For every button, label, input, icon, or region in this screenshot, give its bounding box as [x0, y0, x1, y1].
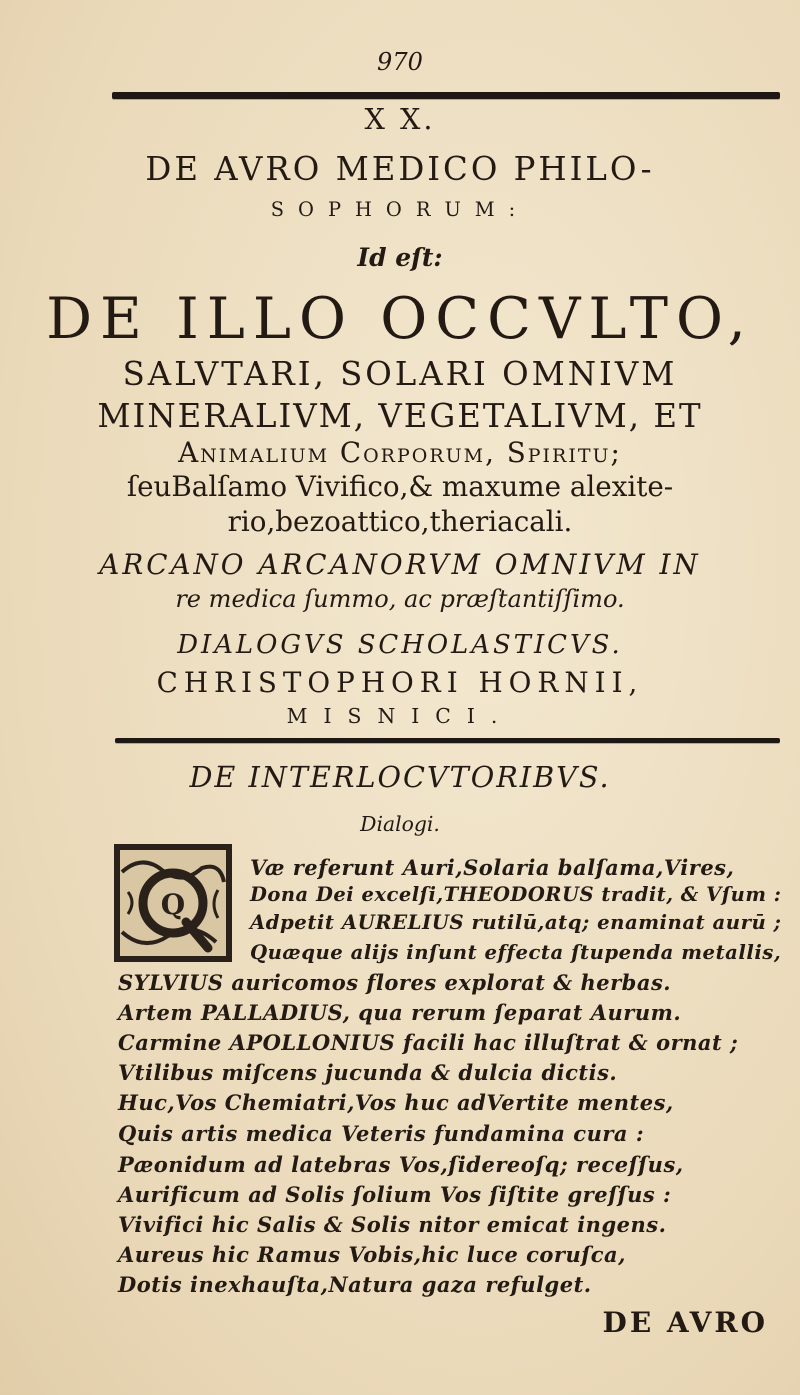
verse-line: Dotis inexhauſta,Natura gaza refulget.	[118, 1272, 592, 1297]
verse-line: Dona Dei excelſi,THEODORUS tradit, & Vſum :	[250, 883, 782, 906]
verse-line: Carmine APOLLONIUS facili hac illuſtrat & ornat ;	[118, 1030, 739, 1055]
verse-line: Artem PALLADIUS, qua rerum ſeparat Aurum.	[118, 1000, 682, 1025]
dialogus-heading: DIALOGVS SCHOLASTICVS.	[177, 630, 623, 660]
title-line-6: ſeuBalſamo Vivifico,& maxume alexite-	[126, 470, 674, 503]
arcano-line-1: ARCANO ARCANORVM OMNIVM IN	[99, 548, 701, 581]
page-number: 970	[377, 48, 423, 76]
drop-cap-ornament	[112, 842, 234, 964]
big-title: DE ILLO OCCVLTO,	[46, 285, 754, 352]
verse-line: Adpetit AURELIUS rutilū,atq; enaminat aurū ;	[250, 911, 782, 934]
title-line-1: DE AVRO MEDICO PHILO-	[145, 150, 655, 188]
author-line-1: CHRISTOPHORI HORNII,	[156, 666, 644, 699]
dialogi-label: Dialogi.	[360, 812, 440, 836]
verse-line: Vtilibus miſcens jucunda & dulcia dictis.	[118, 1060, 618, 1085]
header-rule	[112, 92, 780, 99]
interlocutors-heading: DE INTERLOCVTORIBVS.	[189, 760, 611, 794]
middle-rule	[115, 738, 780, 743]
verse-line: Vivifici hic Salis & Solis nitor emicat ingens.	[118, 1212, 667, 1237]
title-line-4: MINERALIVM, VEGETALIVM, ET	[97, 397, 703, 435]
catchword: DE AVRO	[602, 1306, 768, 1339]
verse-line: Quis artis medica Veteris fundamina cura :	[118, 1121, 645, 1146]
verse-line: Quæque alijs inſunt effecta ſtupenda metallis,	[250, 941, 782, 964]
id-est: Id eſt:	[357, 243, 443, 272]
verse-line: Aureus hic Ramus Vobis,hic luce coruſca,	[118, 1242, 626, 1267]
title-line-5: Animalium Corporum, Spiritu;	[178, 436, 622, 469]
title-line-3: SALVTARI, SOLARI OMNIVM	[122, 355, 678, 393]
drop-cap-letter: Q	[160, 888, 186, 921]
verse-line: SYLVIUS auricomos flores explorat & herbas.	[118, 970, 672, 995]
arcano-line-2: re medica ſummo, ac præſtantiſſimo.	[175, 585, 625, 613]
verse-line: Huc,Vos Chemiatri,Vos huc adVertite mentes,	[118, 1090, 674, 1115]
author-line-2: MISNICI.	[286, 704, 514, 728]
title-line-7: rio,bezoattico,theriacali.	[227, 505, 573, 538]
verse-line: Væ referunt Auri,Solaria balſama,Vires,	[250, 855, 735, 880]
section-number: X X.	[364, 102, 436, 136]
verse-line: Pæonidum ad latebras Vos,ſidereoſq; receſſus,	[118, 1152, 684, 1177]
verse-line: Aurificum ad Solis ſolium Vos ſiſtite greſſus :	[118, 1182, 672, 1207]
title-line-2: SOPHORUM:	[270, 198, 530, 221]
